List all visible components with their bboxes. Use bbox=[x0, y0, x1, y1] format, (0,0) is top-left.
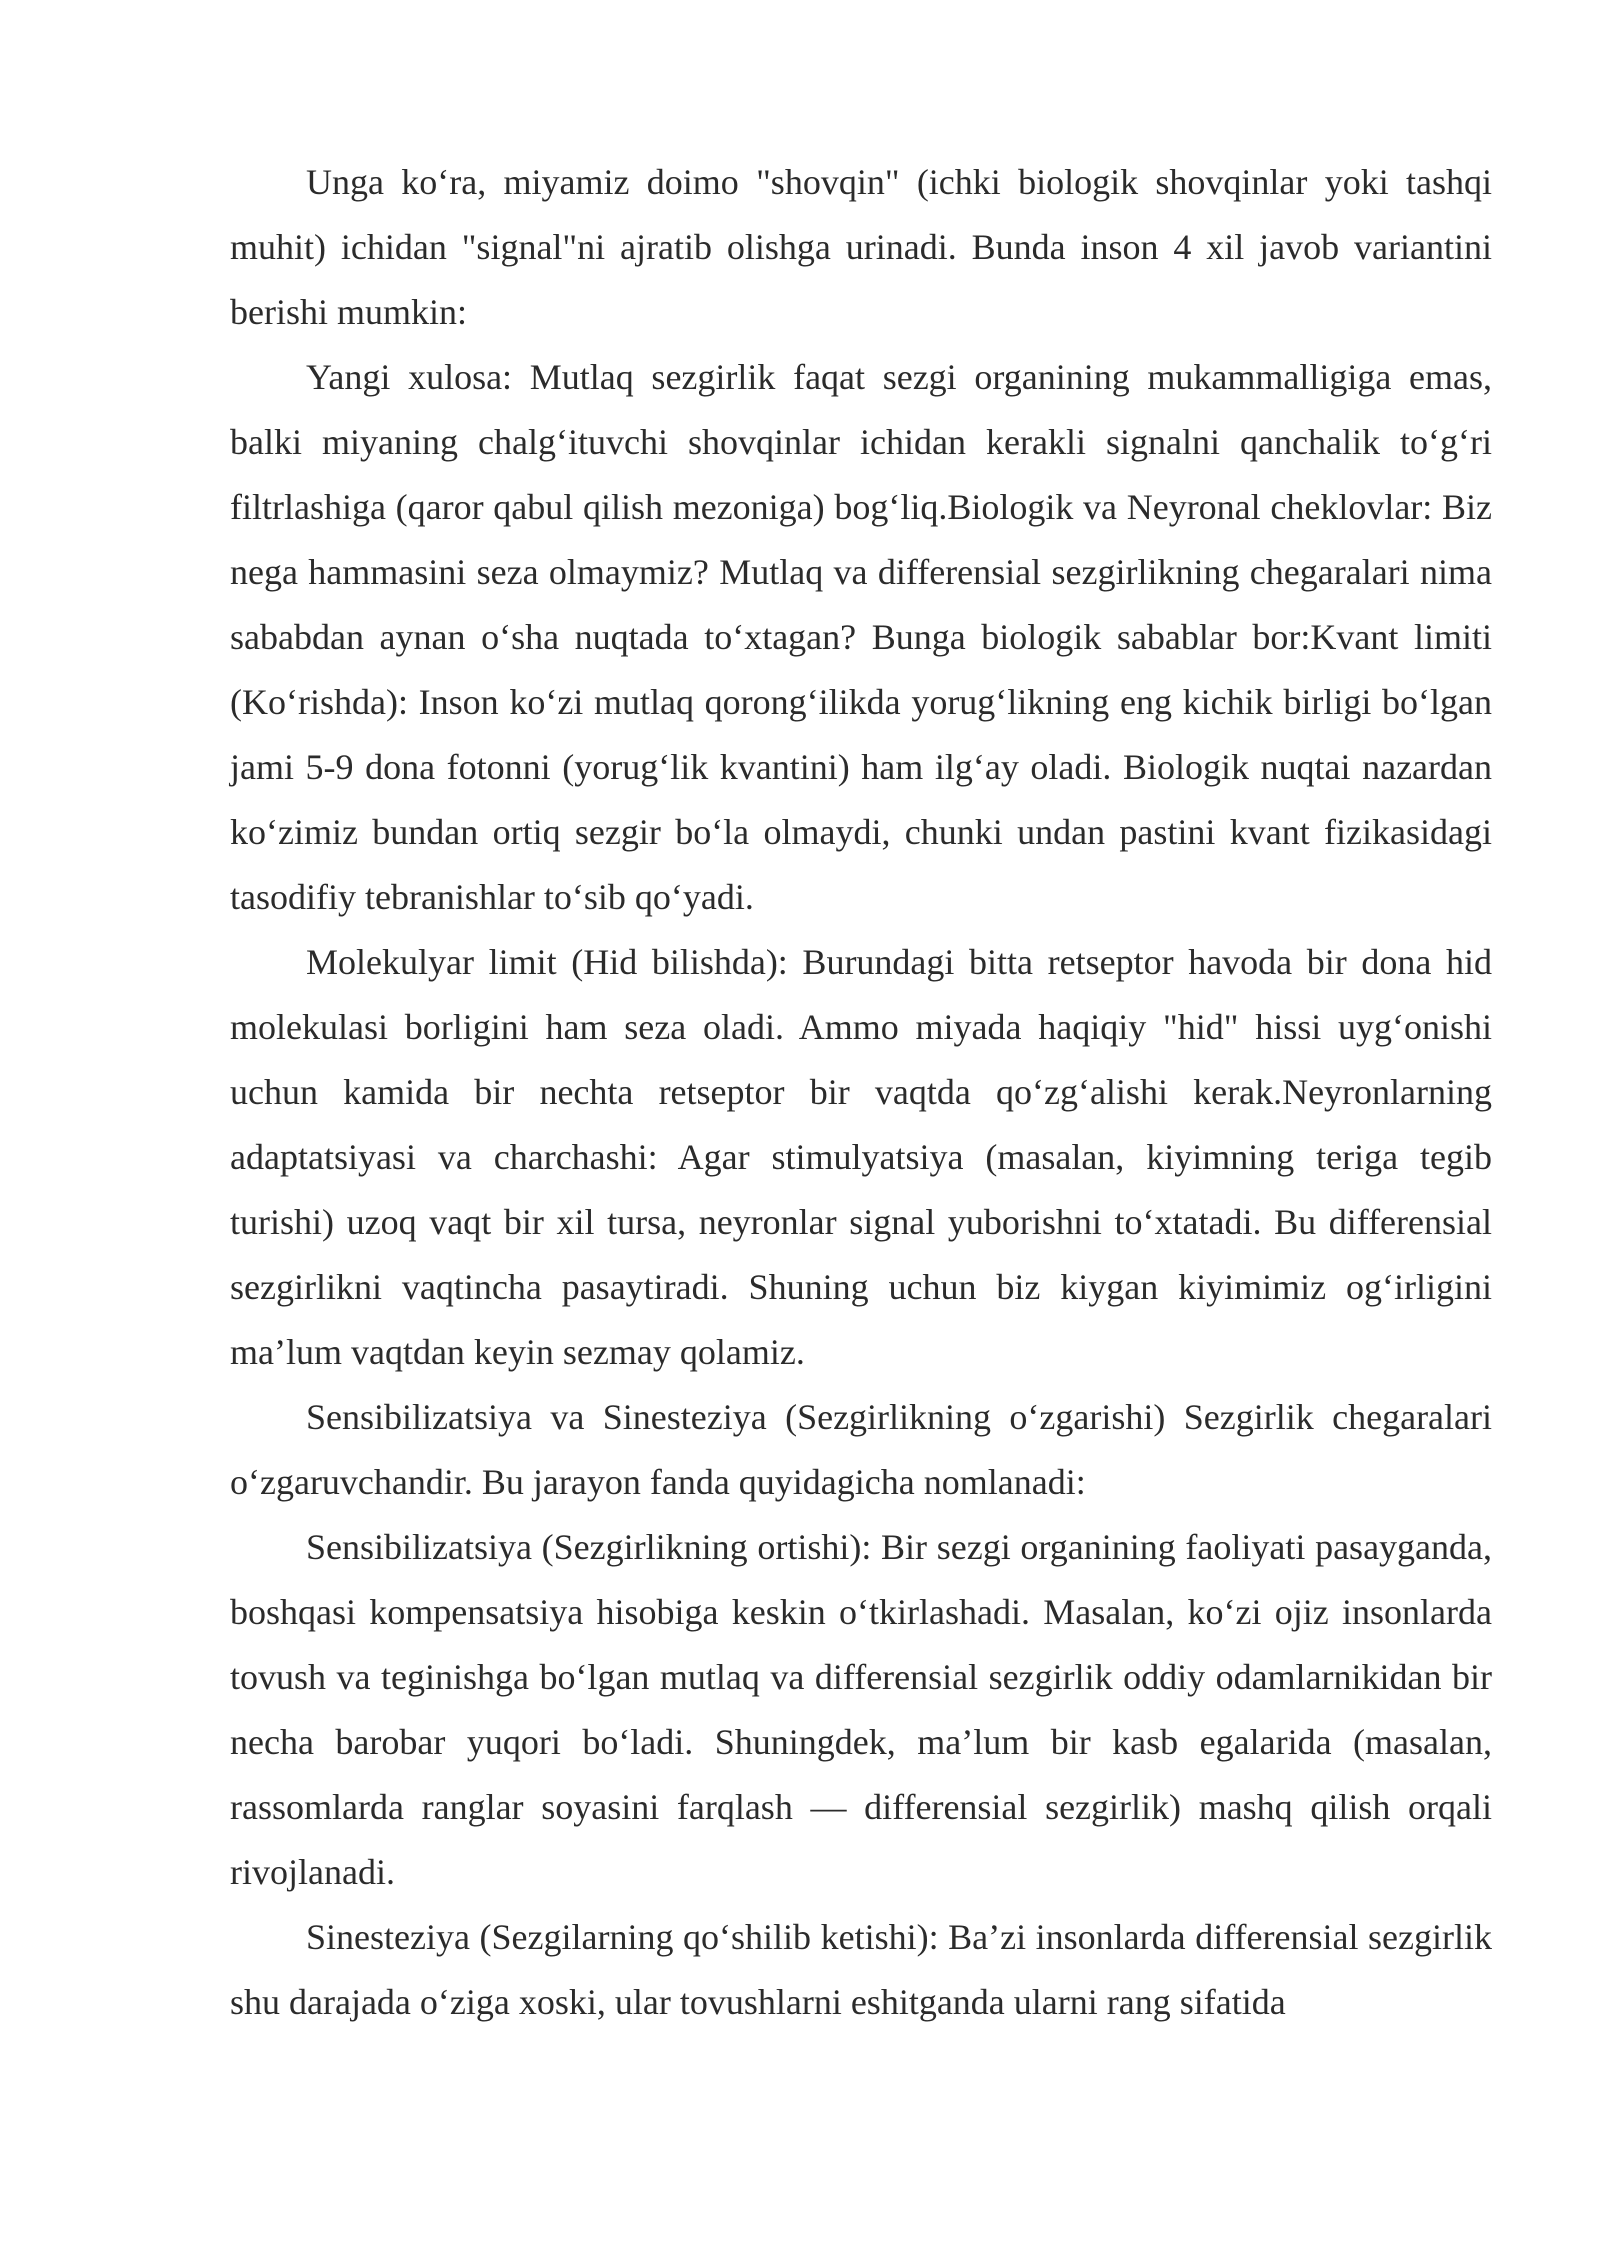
paragraph-sensitivity-change: Sensibilizatsiya va Sinesteziya (Sezgirlikning o‘zgarishi) Sezgirlik chegaralari o‘zgaruvchandir. Bu jarayon fanda quyidagicha nomlanadi: bbox=[230, 1397, 1492, 1502]
paragraph-molecular-limit: Molekulyar limit (Hid bilishda): Burundagi bitta retseptor havoda bir dona hid molekulasi borligini ham seza oladi. Ammo miyada haqiqiy "hid" hissi uyg‘onishi uchun kamida bir nechta retseptor bir vaqtda qo‘zg‘alishi kerak.Neyronlarning adaptatsiyasi va charchashi: Agar stimulyatsiya (masalan, kiyimning teriga tegib turishi) uzoq vaqt bir xil tursa, neyronlar signal yuborishni to‘xtatadi. Bu differensial sezgirlikni vaqtincha pasaytiradi. Shuning uchun biz kiygan kiyimimiz og‘irligini ma’lum vaqtdan keyin sezmay qolamiz. bbox=[230, 942, 1492, 1372]
paragraph-new-conclusion: Yangi xulosa: Mutlaq sezgirlik faqat sezgi organining mukammalligiga emas, balki miyaning chalg‘ituvchi shovqinlar ichidan kerakli signalni qanchalik to‘g‘ri filtrlashiga (qaror qabul qilish mezoniga) bog‘liq.Biologik va Neyronal cheklovlar: Biz nega hammasini seza olmaymiz? Mutlaq va differensial sezgirlikning chegaralari nima sababdan aynan o‘sha nuqtada to‘xtagan? Bunga biologik sabablar bor:Kvant limiti (Ko‘rishda): Inson ko‘zi mutlaq qorong‘ilikda yorug‘likning eng kichik birligi bo‘lgan jami 5-9 dona fotonni (yorug‘lik kvantini) ham ilg‘ay oladi. Biologik nuqtai nazardan ko‘zimiz bundan ortiq sezgir bo‘la olmaydi, chunki undan pastini kvant fizikasidagi tasodifiy tebranishlar to‘sib qo‘yadi. bbox=[230, 357, 1492, 917]
paragraph-signal-noise: Unga ko‘ra, miyamiz doimo "shovqin" (ichki biologik shovqinlar yoki tashqi muhit) ichidan "signal"ni ajratib olishga urinadi. Bunda inson 4 xil javob variantini berishi mumkin: bbox=[230, 162, 1492, 332]
paragraph-synesthesia: Sinesteziya (Sezgilarning qo‘shilib ketishi): Ba’zi insonlarda differensial sezgirlik shu darajada o‘ziga xoski, ular tovushlarni eshitganda ularni rang sifatida bbox=[230, 1917, 1492, 2022]
paragraph-sensibilization: Sensibilizatsiya (Sezgirlikning ortishi): Bir sezgi organining faoliyati pasayganda, boshqasi kompensatsiya hisobiga keskin o‘tkirlashadi. Masalan, ko‘zi ojiz insonlarda tovush va teginishga bo‘lgan mutlaq va differensial sezgirlik oddiy odamlarnikidan bir necha barobar yuqori bo‘ladi. Shuningdek, ma’lum bir kasb egalarida (masalan, rassomlarda ranglar soyasini farqlash — differensial sezgirlik) mashq qilish orqali rivojlanadi. bbox=[230, 1527, 1492, 1892]
document-page bbox=[230, 150, 1492, 2035]
